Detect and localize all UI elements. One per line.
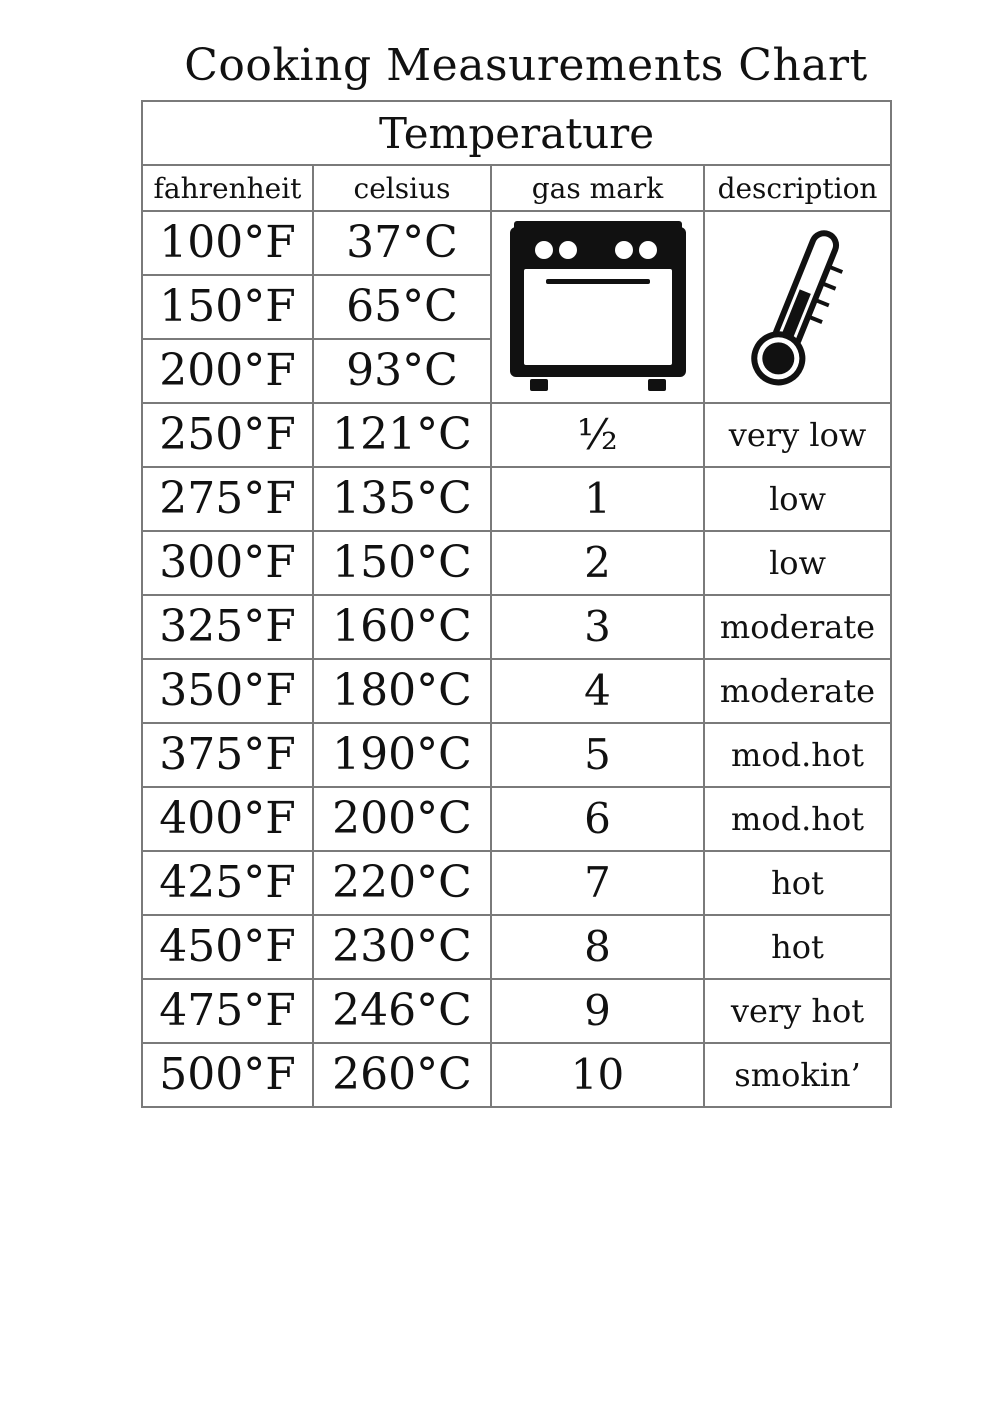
- fahrenheit-cell: 350°F: [142, 659, 313, 723]
- description-cell: hot: [704, 851, 891, 915]
- fahrenheit-cell: 275°F: [142, 467, 313, 531]
- gas-mark-cell: 8: [491, 915, 704, 979]
- celsius-cell: 246°C: [313, 979, 491, 1043]
- page-title: Cooking Measurements Chart: [184, 40, 868, 91]
- header-gas-mark: gas mark: [491, 165, 704, 211]
- celsius-cell: 180°C: [313, 659, 491, 723]
- celsius-cell: 160°C: [313, 595, 491, 659]
- gas-mark-cell: 9: [491, 979, 704, 1043]
- description-cell: hot: [704, 915, 891, 979]
- table-row: [142, 851, 891, 915]
- gas-mark-cell: 10: [491, 1043, 704, 1107]
- celsius-cell: 65°C: [313, 275, 491, 339]
- celsius-cell: 150°C: [313, 531, 491, 595]
- table-row: [142, 595, 891, 659]
- celsius-cell: 93°C: [313, 339, 491, 403]
- description-cell: moderate: [704, 659, 891, 723]
- celsius-cell: 230°C: [313, 915, 491, 979]
- celsius-cell: 200°C: [313, 787, 491, 851]
- fahrenheit-cell: 400°F: [142, 787, 313, 851]
- description-cell: low: [704, 467, 891, 531]
- oven-icon-cell: [491, 211, 704, 403]
- fahrenheit-cell: 425°F: [142, 851, 313, 915]
- celsius-cell: 260°C: [313, 1043, 491, 1107]
- fahrenheit-cell: 100°F: [142, 211, 313, 275]
- table-row: [142, 1043, 891, 1107]
- gas-mark-cell: 6: [491, 787, 704, 851]
- table-row: [142, 531, 891, 595]
- fahrenheit-cell: 450°F: [142, 915, 313, 979]
- description-cell: very hot: [704, 979, 891, 1043]
- celsius-cell: 121°C: [313, 403, 491, 467]
- description-cell: smokin’: [704, 1043, 891, 1107]
- description-cell: mod.hot: [704, 723, 891, 787]
- gas-mark-cell: 5: [491, 723, 704, 787]
- temperature-table: [141, 100, 892, 1108]
- section-title: Temperature: [142, 101, 891, 165]
- fahrenheit-cell: 200°F: [142, 339, 313, 403]
- fahrenheit-cell: 500°F: [142, 1043, 313, 1107]
- description-cell: low: [704, 531, 891, 595]
- table-row: [142, 723, 891, 787]
- table-row: [142, 659, 891, 723]
- fahrenheit-cell: 150°F: [142, 275, 313, 339]
- header-fahrenheit: fahrenheit: [142, 165, 313, 211]
- gas-mark-cell: 3: [491, 595, 704, 659]
- thermometer-icon: [738, 222, 858, 392]
- gas-mark-cell: 7: [491, 851, 704, 915]
- celsius-cell: 220°C: [313, 851, 491, 915]
- fahrenheit-cell: 375°F: [142, 723, 313, 787]
- table-row: [142, 915, 891, 979]
- oven-icon: [508, 217, 688, 397]
- description-cell: mod.hot: [704, 787, 891, 851]
- celsius-cell: 190°C: [313, 723, 491, 787]
- gas-mark-cell: 4: [491, 659, 704, 723]
- table-row: [142, 979, 891, 1043]
- description-cell: very low: [704, 403, 891, 467]
- table-row: [142, 467, 891, 531]
- fahrenheit-cell: 300°F: [142, 531, 313, 595]
- fahrenheit-cell: 325°F: [142, 595, 313, 659]
- fahrenheit-cell: 250°F: [142, 403, 313, 467]
- description-cell: moderate: [704, 595, 891, 659]
- celsius-cell: 37°C: [313, 211, 491, 275]
- gas-mark-cell: 1: [491, 467, 704, 531]
- header-celsius: celsius: [313, 165, 491, 211]
- table-row: [142, 787, 891, 851]
- header-description: description: [704, 165, 891, 211]
- gas-mark-cell: 2: [491, 531, 704, 595]
- celsius-cell: 135°C: [313, 467, 491, 531]
- gas-mark-cell: ½: [491, 403, 704, 467]
- table-row: [142, 403, 891, 467]
- table-row: [142, 211, 891, 275]
- thermometer-icon-cell: [704, 211, 891, 403]
- fahrenheit-cell: 475°F: [142, 979, 313, 1043]
